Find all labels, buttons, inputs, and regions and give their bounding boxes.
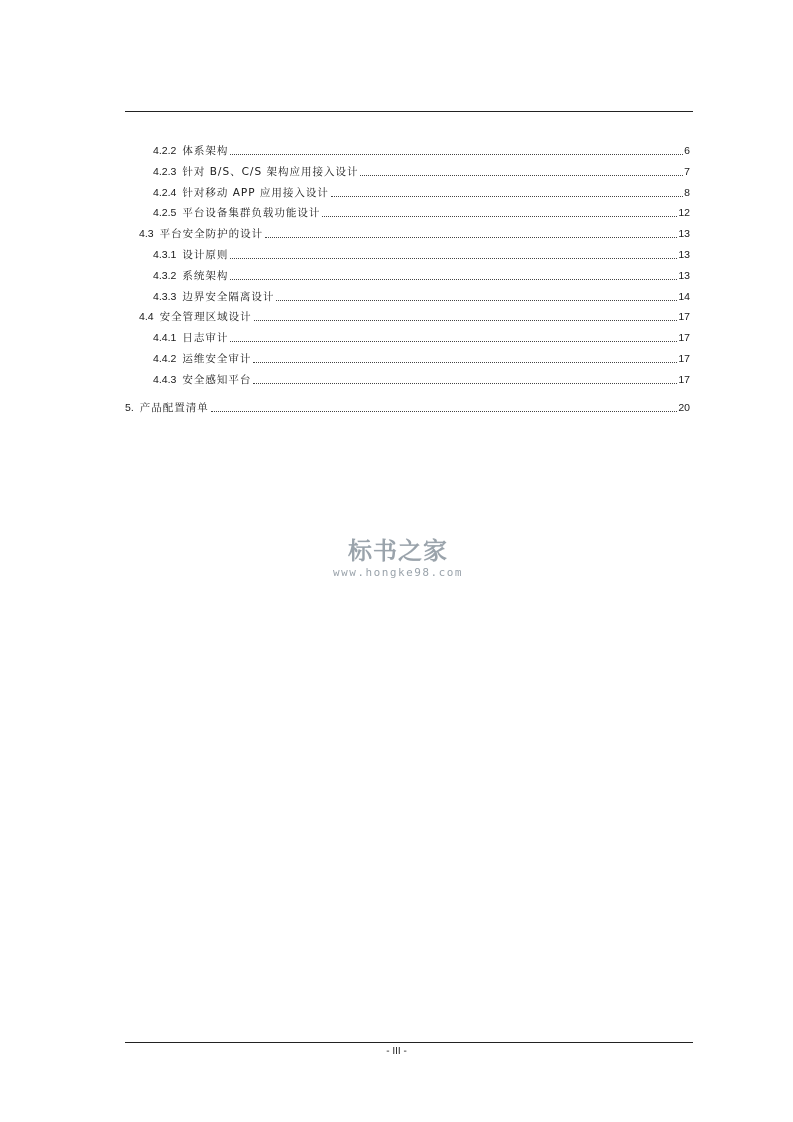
- toc-entry-page: 17: [678, 311, 690, 323]
- toc-entry[interactable]: [125, 401, 690, 415]
- toc-entry-title: 针对 B/S、C/S 架构应用接入设计: [182, 166, 359, 178]
- toc-entry-number: 4.4: [139, 311, 154, 323]
- toc-leader-dots: [253, 362, 677, 363]
- toc-entry-number: 4.2.2: [153, 145, 177, 157]
- toc-entry-number: 4.2.3: [153, 166, 177, 178]
- toc-entry[interactable]: [139, 310, 690, 324]
- toc-entry[interactable]: [153, 248, 690, 262]
- toc-entry[interactable]: [153, 186, 690, 200]
- toc-entry-title: 平台设备集群负载功能设计: [182, 207, 321, 219]
- toc-entry-page: 17: [678, 332, 690, 344]
- toc-leader-dots: [331, 196, 683, 197]
- toc-entry-number: 4.3.1: [153, 249, 177, 261]
- toc-entry-page: 13: [678, 228, 690, 240]
- toc-entry-page: 6: [684, 145, 690, 157]
- toc-entry-number: 4.2.5: [153, 207, 177, 219]
- toc-entry-number: 4.3.2: [153, 270, 177, 282]
- toc-leader-dots: [254, 320, 678, 321]
- toc-entry[interactable]: [153, 331, 690, 345]
- toc-entry-title: 安全感知平台: [182, 374, 252, 386]
- toc-entry-number: 4.4.2: [153, 353, 177, 365]
- toc-leader-dots: [230, 341, 677, 342]
- toc-entry-title: 平台安全防护的设计: [159, 228, 264, 240]
- watermark: [323, 536, 473, 580]
- toc-entry-title: 体系架构: [182, 145, 229, 157]
- toc-entry-title: 安全管理区域设计: [159, 311, 252, 323]
- toc-entry[interactable]: [153, 206, 690, 220]
- toc-entry-title: 边界安全隔离设计: [182, 291, 275, 303]
- toc-entry-number: 4.3: [139, 228, 154, 240]
- toc-leader-dots: [253, 383, 677, 384]
- toc-entry[interactable]: [153, 165, 690, 179]
- toc-leader-dots: [322, 216, 677, 217]
- footer-rule: [125, 1042, 693, 1043]
- toc-leader-dots: [265, 237, 677, 238]
- toc-entry-page: 14: [678, 291, 690, 303]
- toc-entry-title: 设计原则: [182, 249, 229, 261]
- toc-entry[interactable]: [153, 373, 690, 387]
- toc-entry-title: 针对移动 APP 应用接入设计: [182, 187, 329, 199]
- page-number: - III -: [386, 1046, 407, 1057]
- toc-entry-page: 17: [678, 353, 690, 365]
- toc-entry-number: 4.3.3: [153, 291, 177, 303]
- toc-leader-dots: [230, 154, 683, 155]
- toc-entry-page: 7: [684, 166, 690, 178]
- toc-leader-dots: [230, 258, 677, 259]
- toc-entry-page: 12: [678, 207, 690, 219]
- header-rule: [125, 111, 693, 112]
- toc-entry-number: 4.2.4: [153, 187, 177, 199]
- toc-entry[interactable]: [153, 290, 690, 304]
- toc-entry-number: 5.: [125, 402, 134, 414]
- toc-entry[interactable]: [153, 144, 690, 158]
- toc-entry-title: 运维安全审计: [182, 353, 252, 365]
- toc-entry[interactable]: [153, 269, 690, 283]
- toc-entry-page: 17: [678, 374, 690, 386]
- toc-entry-page: 13: [678, 270, 690, 282]
- toc-entry[interactable]: [139, 227, 690, 241]
- toc-leader-dots: [276, 300, 677, 301]
- watermark-brand: 标书之家: [348, 537, 448, 565]
- watermark-url: www.hongke98.com: [333, 566, 463, 579]
- toc-leader-dots: [211, 411, 678, 412]
- toc-entry-title: 产品配置清单: [139, 402, 209, 414]
- toc-entry-page: 8: [684, 187, 690, 199]
- toc-leader-dots: [230, 279, 677, 280]
- toc-entry-page: 20: [678, 402, 690, 414]
- toc-entry-number: 4.4.3: [153, 374, 177, 386]
- toc-leader-dots: [360, 175, 683, 176]
- toc-entry-page: 13: [678, 249, 690, 261]
- toc-entry[interactable]: [153, 352, 690, 366]
- toc-entry-number: 4.4.1: [153, 332, 177, 344]
- toc-entry-title: 日志审计: [182, 332, 229, 344]
- toc-entry-title: 系统架构: [182, 270, 229, 282]
